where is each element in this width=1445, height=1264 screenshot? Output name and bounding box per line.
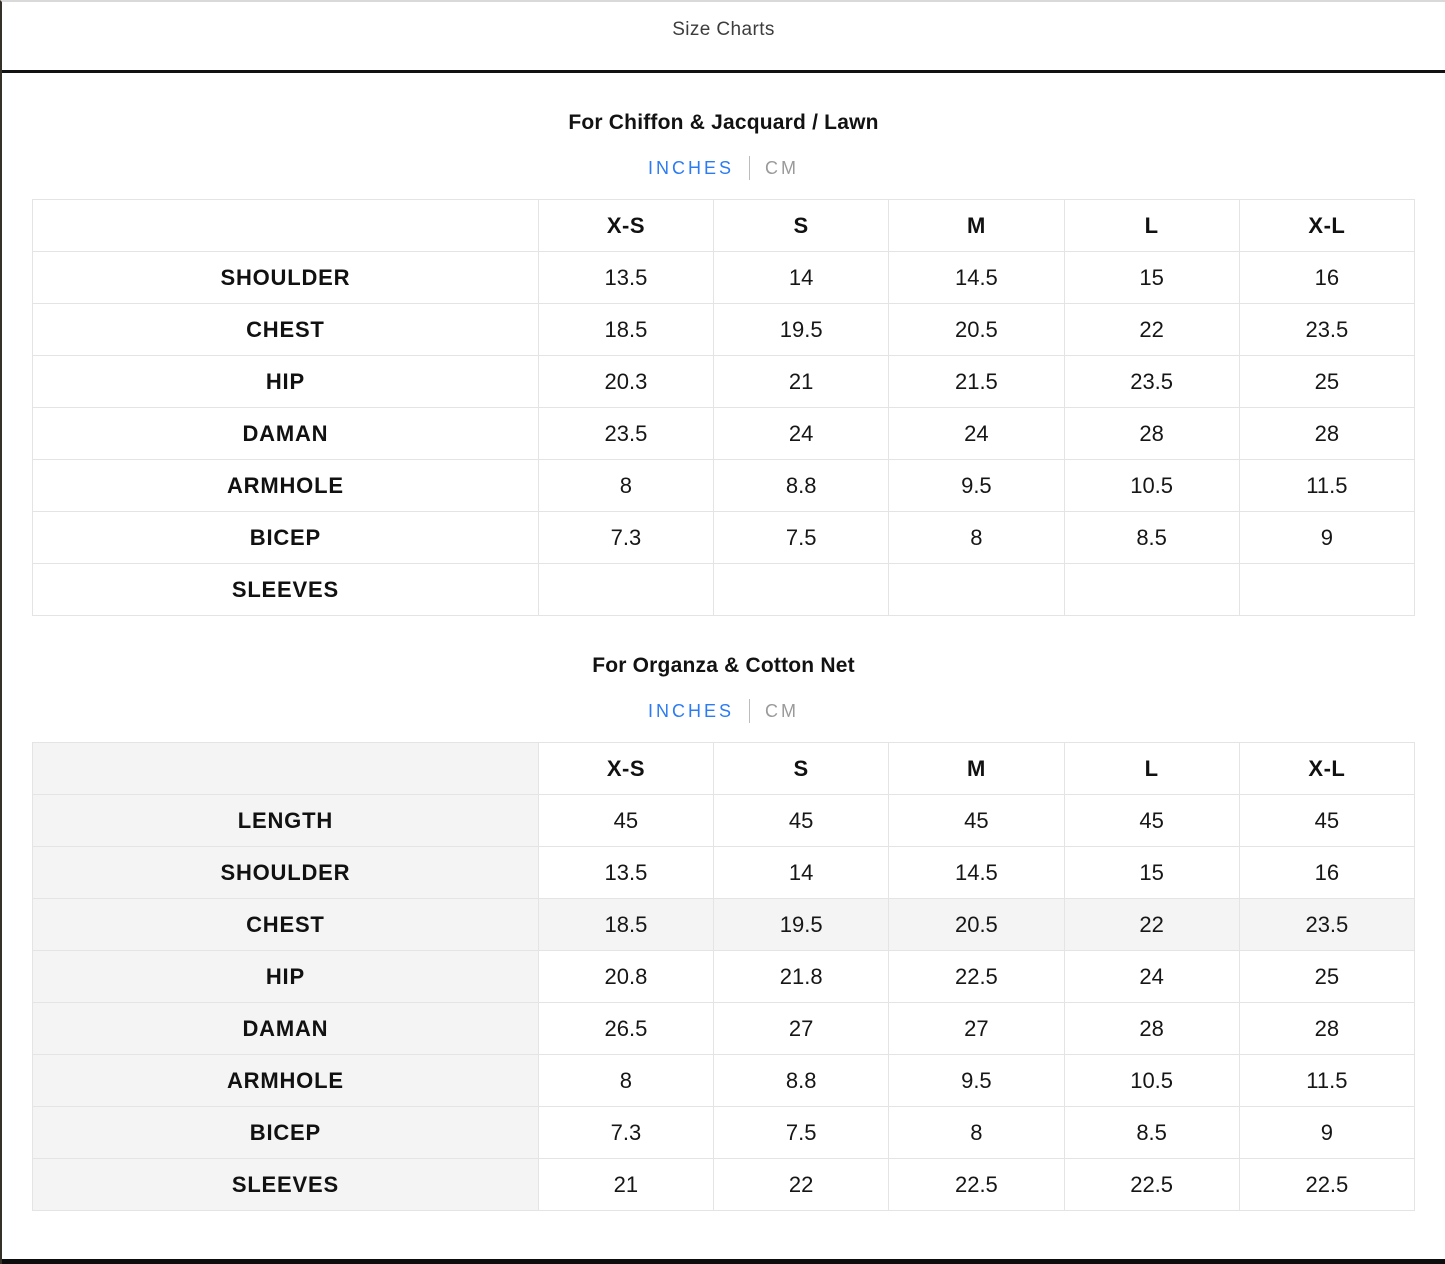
- table-row: [33, 304, 1415, 356]
- unit-inches-button[interactable]: INCHES: [647, 157, 734, 178]
- measurement-value: 20.8: [538, 951, 713, 1003]
- measurement-label: BICEP: [33, 1107, 539, 1159]
- table-row: [33, 356, 1415, 408]
- measurement-value: 10.5: [1064, 1055, 1239, 1107]
- measurement-value: 22: [714, 1159, 889, 1211]
- table-row: [33, 1003, 1415, 1055]
- measurement-value: 9: [1239, 512, 1414, 564]
- measurement-value: [889, 564, 1064, 616]
- measurement-label: SLEEVES: [33, 564, 539, 616]
- measurement-value: 24: [889, 408, 1064, 460]
- size-column-header: S: [714, 200, 889, 252]
- size-column-header: X-S: [538, 743, 713, 795]
- dialog-content: [2, 111, 1445, 1211]
- measurement-value: 11.5: [1239, 460, 1414, 512]
- measurement-label: SHOULDER: [33, 252, 539, 304]
- measurement-label: CHEST: [33, 304, 539, 356]
- measurement-value: 21: [538, 1159, 713, 1211]
- section-title: For Chiffon & Jacquard / Lawn: [568, 111, 879, 134]
- measurement-value: 24: [1064, 951, 1239, 1003]
- measurement-value: 45: [538, 795, 713, 847]
- measurement-value: 25: [1239, 951, 1414, 1003]
- table-row: [33, 795, 1415, 847]
- measurement-value: 18.5: [538, 899, 713, 951]
- measurement-value: 14.5: [889, 847, 1064, 899]
- corner-cell: [33, 743, 539, 795]
- measurement-value: 28: [1239, 408, 1414, 460]
- size-chart-table: [32, 199, 1415, 616]
- measurement-label: HIP: [33, 951, 539, 1003]
- measurement-value: 45: [889, 795, 1064, 847]
- measurement-value: 18.5: [538, 304, 713, 356]
- measurement-value: 22.5: [1239, 1159, 1414, 1211]
- measurement-value: 14: [714, 847, 889, 899]
- measurement-value: 7.5: [714, 1107, 889, 1159]
- measurement-value: 14: [714, 252, 889, 304]
- size-column-header: X-S: [538, 200, 713, 252]
- unit-separator: [749, 156, 750, 180]
- measurement-value: 20.5: [889, 304, 1064, 356]
- unit-toggle: [32, 156, 1415, 180]
- measurement-value: 22: [1064, 304, 1239, 356]
- measurement-value: 8.5: [1064, 512, 1239, 564]
- measurement-value: 7.5: [714, 512, 889, 564]
- measurement-value: 8: [889, 1107, 1064, 1159]
- measurement-value: 19.5: [714, 899, 889, 951]
- size-column-header: L: [1064, 743, 1239, 795]
- size-chart-section: [32, 111, 1415, 616]
- measurement-value: 24: [714, 408, 889, 460]
- measurement-value: [714, 564, 889, 616]
- measurement-value: 23.5: [1239, 304, 1414, 356]
- table-row: [33, 1055, 1415, 1107]
- measurement-value: 28: [1064, 1003, 1239, 1055]
- measurement-value: 8: [889, 512, 1064, 564]
- table-row: [33, 252, 1415, 304]
- measurement-value: 25: [1239, 356, 1414, 408]
- size-chart-table: [32, 742, 1415, 1211]
- size-column-header: X-L: [1239, 200, 1414, 252]
- measurement-label: DAMAN: [33, 1003, 539, 1055]
- corner-cell: [33, 200, 539, 252]
- measurement-value: [1064, 564, 1239, 616]
- table-row: [33, 408, 1415, 460]
- measurement-label: SHOULDER: [33, 847, 539, 899]
- measurement-value: 8.8: [714, 1055, 889, 1107]
- table-row: [33, 1107, 1415, 1159]
- measurement-value: 45: [714, 795, 889, 847]
- measurement-value: 23.5: [1239, 899, 1414, 951]
- table-row: [33, 512, 1415, 564]
- measurement-value: 45: [1239, 795, 1414, 847]
- bottom-divider: [2, 1259, 1445, 1264]
- unit-cm-button[interactable]: CM: [765, 700, 799, 721]
- measurement-value: 15: [1064, 847, 1239, 899]
- measurement-value: 8.8: [714, 460, 889, 512]
- measurement-label: ARMHOLE: [33, 460, 539, 512]
- measurement-value: 27: [889, 1003, 1064, 1055]
- unit-separator: [749, 699, 750, 723]
- measurement-value: 28: [1064, 408, 1239, 460]
- measurement-value: 20.5: [889, 899, 1064, 951]
- measurement-value: 10.5: [1064, 460, 1239, 512]
- measurement-value: 13.5: [538, 847, 713, 899]
- table-row: [33, 1159, 1415, 1211]
- size-column-header: L: [1064, 200, 1239, 252]
- measurement-label: CHEST: [33, 899, 539, 951]
- measurement-label: SLEEVES: [33, 1159, 539, 1211]
- measurement-value: 22.5: [889, 1159, 1064, 1211]
- measurement-value: 14.5: [889, 252, 1064, 304]
- measurement-label: LENGTH: [33, 795, 539, 847]
- measurement-value: 15: [1064, 252, 1239, 304]
- measurement-value: 8: [538, 1055, 713, 1107]
- measurement-value: [1239, 564, 1414, 616]
- measurement-label: BICEP: [33, 512, 539, 564]
- measurement-value: 21.5: [889, 356, 1064, 408]
- table-row: [33, 847, 1415, 899]
- size-chart-section: [32, 654, 1415, 1211]
- measurement-value: 23.5: [538, 408, 713, 460]
- measurement-value: 21.8: [714, 951, 889, 1003]
- table-row: [33, 951, 1415, 1003]
- unit-inches-button[interactable]: INCHES: [647, 700, 734, 721]
- measurement-value: 26.5: [538, 1003, 713, 1055]
- size-column-header: S: [714, 743, 889, 795]
- measurement-value: 45: [1064, 795, 1239, 847]
- measurement-value: 22: [1064, 899, 1239, 951]
- dialog-header: [2, 2, 1445, 73]
- measurement-value: 9.5: [889, 1055, 1064, 1107]
- measurement-label: ARMHOLE: [33, 1055, 539, 1107]
- unit-toggle: [32, 699, 1415, 723]
- measurement-value: 23.5: [1064, 356, 1239, 408]
- measurement-value: 16: [1239, 252, 1414, 304]
- measurement-value: 22.5: [1064, 1159, 1239, 1211]
- measurement-label: DAMAN: [33, 408, 539, 460]
- unit-cm-button[interactable]: CM: [765, 157, 799, 178]
- measurement-value: 11.5: [1239, 1055, 1414, 1107]
- size-column-header: M: [889, 743, 1064, 795]
- measurement-value: 7.3: [538, 512, 713, 564]
- measurement-value: 9: [1239, 1107, 1414, 1159]
- table-row: [33, 899, 1415, 951]
- size-header-row: [33, 743, 1415, 795]
- measurement-value: [538, 564, 713, 616]
- measurement-value: 13.5: [538, 252, 713, 304]
- size-column-header: M: [889, 200, 1064, 252]
- size-column-header: X-L: [1239, 743, 1414, 795]
- measurement-value: 7.3: [538, 1107, 713, 1159]
- measurement-value: 16: [1239, 847, 1414, 899]
- measurement-value: 21: [714, 356, 889, 408]
- measurement-value: 8: [538, 460, 713, 512]
- section-title: For Organza & Cotton Net: [592, 654, 855, 677]
- measurement-value: 27: [714, 1003, 889, 1055]
- measurement-value: 20.3: [538, 356, 713, 408]
- table-row: [33, 460, 1415, 512]
- table-row: [33, 564, 1415, 616]
- measurement-label: HIP: [33, 356, 539, 408]
- size-header-row: [33, 200, 1415, 252]
- dialog-title: Size Charts: [672, 19, 775, 40]
- measurement-value: 22.5: [889, 951, 1064, 1003]
- measurement-value: 19.5: [714, 304, 889, 356]
- measurement-value: 9.5: [889, 460, 1064, 512]
- measurement-value: 28: [1239, 1003, 1414, 1055]
- measurement-value: 8.5: [1064, 1107, 1239, 1159]
